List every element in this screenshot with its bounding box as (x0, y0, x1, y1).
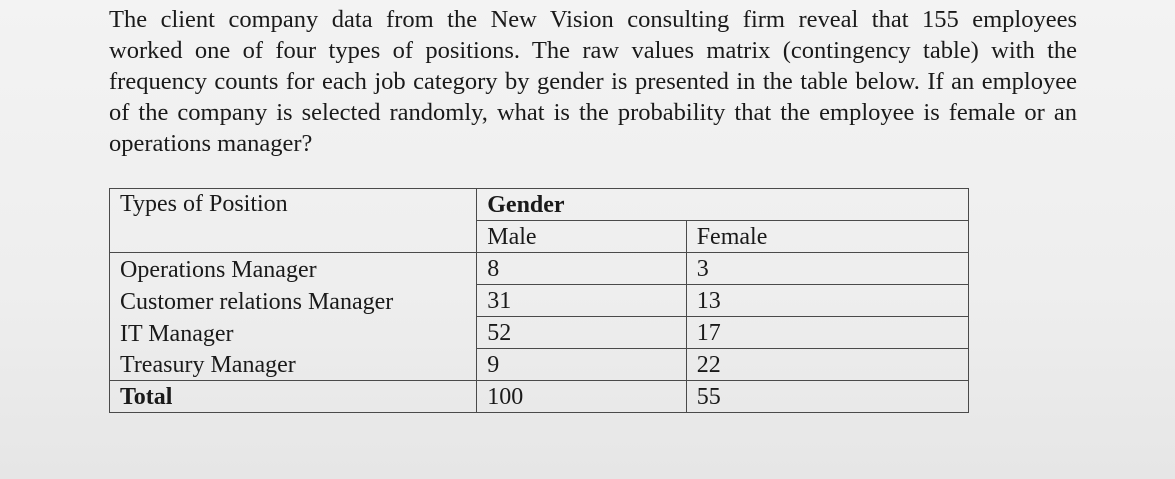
male-header: Male (477, 221, 686, 253)
total-label-cell: Total (110, 381, 477, 413)
question-line: operations manager? (109, 130, 313, 157)
table-total-row (110, 381, 969, 413)
male-count-cell: 9 (477, 349, 686, 381)
question-line: The client company data from the New Vision consulting firm reveal that 155 employees (109, 6, 1077, 33)
position-cell: Operations Manager (110, 253, 477, 285)
position-cell: Treasury Manager (110, 349, 477, 381)
male-count-cell: 31 (477, 285, 686, 317)
question-line: worked one of four types of positions. The raw values matrix (contingency table) with the (109, 37, 1077, 64)
table-header-row (110, 189, 969, 221)
table-row (110, 253, 969, 285)
table-row (110, 285, 969, 317)
question-line: of the company is selected randomly, what is the probability that the employee is female or an (109, 99, 1077, 126)
position-cell: Customer relations Manager (110, 285, 477, 317)
female-header: Female (686, 221, 968, 253)
contingency-table (109, 188, 969, 413)
female-total-cell: 55 (686, 381, 968, 413)
question-text (109, 4, 1077, 159)
question-line: frequency counts for each job category by gender is presented in the table below. If an employee (109, 68, 1077, 95)
female-count-cell: 13 (686, 285, 968, 317)
table-row (110, 349, 969, 381)
male-count-cell: 8 (477, 253, 686, 285)
types-of-position-label: Types of Position (120, 191, 288, 217)
female-count-cell: 3 (686, 253, 968, 285)
types-of-position-header (110, 189, 477, 253)
male-count-cell: 52 (477, 317, 686, 349)
female-count-cell: 22 (686, 349, 968, 381)
position-cell: IT Manager (110, 317, 477, 349)
table-row (110, 317, 969, 349)
gender-header: Gender (477, 189, 969, 221)
male-total-cell: 100 (477, 381, 686, 413)
female-count-cell: 17 (686, 317, 968, 349)
